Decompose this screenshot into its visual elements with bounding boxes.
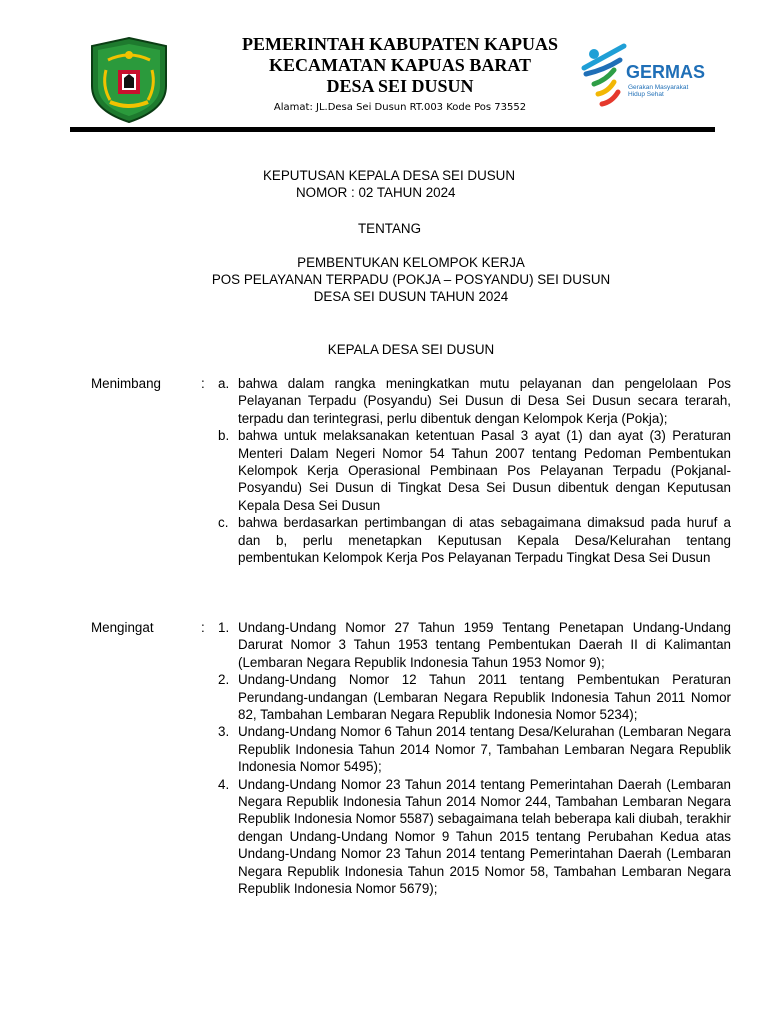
- subject-line-3: DESA SEI DUSUN TAHUN 2024: [313, 289, 509, 304]
- menimbang-item: [218, 375, 731, 427]
- item-text: bahwa dalam rangka meningkatkan mutu pelayanan dan pengelolaan Pos Pelayanan Terpadu (Posyandu) Sei Dusun di Desa Sei Dusun secara terarah, terpadu dan terintegrasi, perlu dibentuk dengan Kelompok Kerja (Pokja);: [238, 376, 731, 426]
- district-name: KECAMATAN KAPUAS BARAT: [268, 55, 531, 75]
- decree-number: NOMOR : 02 TAHUN 2024: [296, 185, 456, 200]
- item-text: Undang-Undang Nomor 6 Tahun 2014 tentang Desa/Kelurahan (Lembaran Negara Republik Indonesia Tahun 2014 Nomor 7, Tambahan Lembaran Negara Republik Indonesia Nomor 5495);: [238, 724, 731, 775]
- item-text: Undang-Undang Nomor 23 Tahun 2014 tentang Pemerintahan Daerah (Lembaran Negara Republik Indonesia Tahun 2014 Nomor 244, Tambahan Lembaran Negara Republik Indonesia Nomor 5587) sebagaimana telah beberapa kali diubah, terakhir dengan Undang-Undang Nomor 9 Tahun 2015 tentang Perubahan Kedua atas Undang-Undang Nomor 23 Tahun 2014 tentang Pemerintahan Daerah (Lembaran Negara Republik Indonesia Tahun 2015 Nomor 58, Tambahan Lembaran Negara Republik Indonesia Nomor 5679);: [238, 776, 731, 897]
- letterhead-divider: [70, 127, 715, 132]
- mengingat-colon: :: [201, 620, 205, 635]
- office-address: Alamat: JL.Desa Sei Dusun RT.003 Kode Pos 73552: [273, 102, 527, 113]
- subject-line-2: POS PELAYANAN TERPADU (POKJA – POSYANDU) SEI DUSUN: [211, 272, 611, 287]
- menimbang-label: Menimbang: [91, 376, 161, 391]
- village-name: DESA SEI DUSUN: [326, 76, 474, 96]
- germas-tagline-line1: Gerakan Masyarakat: [628, 84, 689, 91]
- subject-line-1: PEMBENTUKAN KELOMPOK KERJA: [297, 255, 525, 270]
- kapuas-crest-logo: [88, 36, 170, 124]
- government-name: PEMERINTAH KABUPATEN KAPUAS: [241, 34, 558, 54]
- item-text: Undang-Undang Nomor 27 Tahun 1959 Tentang Penetapan Undang-Undang Darurat Nomor 3 Tahun 1953 tentang Pembentukan Daerah II di Kalimantan (Lembaran Negara Republik Indonesia Tahun 1953 Nomor 9);: [238, 620, 731, 670]
- menimbang-item: [218, 427, 731, 514]
- item-text: bahwa untuk melaksanakan ketentuan Pasal 3 ayat (1) dan ayat (3) Peraturan Menteri Dalam Negeri Nomor 54 Tahun 2007 tentang Pedoman Pembentukan Kelompok Kerja Operasional Pembinaan Pos Pelayanan Terpadu (Pokjanal-Posyandu) Sei Dusun di Tingkat Desa Sei Dusun dibentuk dengan Keputusan Kepala Desa Sei Dusun: [238, 428, 731, 513]
- menimbang-item: [218, 514, 731, 566]
- item-marker: c.: [218, 515, 229, 531]
- letterhead: [0, 0, 768, 140]
- germas-tagline-line2: Hidup Sehat: [628, 91, 664, 98]
- menimbang-list: [218, 375, 731, 566]
- menimbang-colon: :: [201, 376, 205, 391]
- mengingat-item: [218, 723, 731, 775]
- mengingat-list: [218, 619, 731, 898]
- item-text: Undang-Undang Nomor 12 Tahun 2011 tentang Pembentukan Peraturan Perundang-undangan (Lembaran Negara Republik Indonesia Tahun 2011 Nomor 82, Tambahan Lembaran Negara Republik Indonesia Nomor 5234);: [238, 672, 731, 723]
- item-marker: a.: [218, 376, 230, 391]
- mengingat-item: [218, 776, 731, 898]
- item-text: bahwa berdasarkan pertimbangan di atas sebagaimana dimaksud pada huruf a dan b, perlu menetapkan Keputusan Kepala Desa/Kelurahan tentang pembentukan Kelompok Kerja Pos Pelayanan Terpadu Tingkat Desa Sei Dusun: [238, 515, 731, 566]
- item-marker: b.: [218, 428, 230, 444]
- issuing-official: KEPALA DESA SEI DUSUN: [327, 342, 495, 357]
- item-marker: 3.: [218, 724, 230, 740]
- item-marker: 1.: [218, 620, 230, 635]
- item-marker: 4.: [218, 776, 230, 792]
- mengingat-item: [218, 671, 731, 723]
- tentang-heading: TENTANG: [358, 221, 421, 236]
- item-marker: 2.: [218, 672, 230, 688]
- decree-title: KEPUTUSAN KEPALA DESA SEI DUSUN: [263, 168, 516, 183]
- germas-tagline: [628, 84, 688, 98]
- letterhead-text: [200, 34, 600, 113]
- mengingat-item: [218, 619, 731, 671]
- germas-wordmark: GERMAS: [626, 62, 706, 82]
- mengingat-label: Mengingat: [91, 620, 154, 635]
